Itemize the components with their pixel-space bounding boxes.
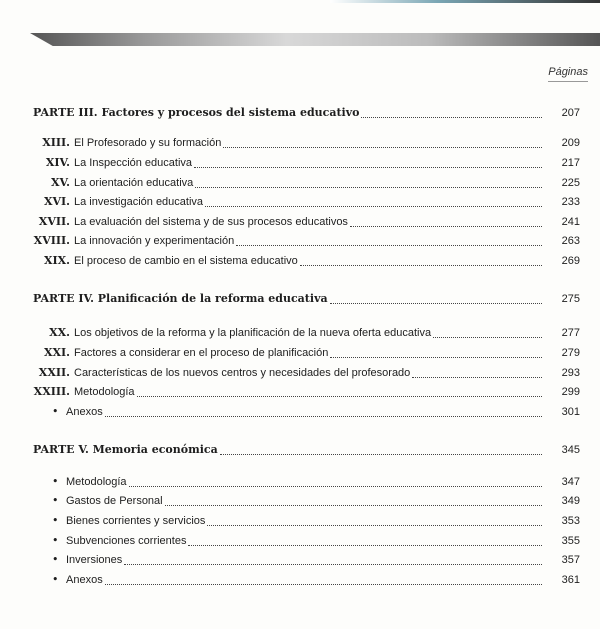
entry-title-wrap [66,571,542,589]
toc-entry-bullet [0,473,600,491]
entry-title: Características de los nuevos centros y necesidades del profesorado [74,367,411,379]
toc-entry-part [0,104,600,122]
dot-leader [129,473,542,487]
entry-number: XIX. [43,254,70,267]
entry-title-wrap [66,512,542,530]
entry-title-wrap [74,232,542,250]
entry-page: 349 [561,495,580,507]
dot-leader [433,324,542,338]
entry-number: • [52,514,59,527]
entry-title-wrap [33,441,542,459]
entry-title: PARTE III. Factores y procesos del sistema educativo [33,106,360,119]
header-bar-decoration [30,33,600,46]
toc-entry-bullet [0,532,600,550]
entry-title-wrap [74,252,542,270]
entry-page: 355 [561,535,580,547]
entry-title-wrap [66,403,542,421]
entry-title: El proceso de cambio en el sistema educativo [74,255,298,267]
entry-page: 277 [561,327,580,339]
entry-page: 361 [561,574,580,586]
entry-title-wrap [74,174,542,192]
dot-leader [361,104,542,118]
entry-page: 347 [561,476,580,488]
toc-entry-chapter [0,364,600,382]
entry-title: La evaluación del sistema y de sus procesos educativos [74,216,348,228]
toc-entry-chapter [0,193,600,211]
toc-entry-part [0,441,600,459]
entry-title: Inversiones [66,554,123,566]
toc-entry-chapter [0,134,600,152]
entry-title-wrap [74,193,542,211]
entry-page: 279 [561,347,580,359]
entry-page: 225 [561,177,580,189]
entry-page: 233 [561,196,580,208]
entry-title-wrap [74,213,542,231]
entry-title: La investigación educativa [74,196,204,208]
entry-title: PARTE IV. Planificación de la reforma educativa [33,292,328,305]
entry-title-wrap [66,551,542,569]
entry-page: 357 [561,554,580,566]
entry-page: 301 [561,406,580,418]
entry-number: • [52,494,59,507]
dot-leader [350,213,542,227]
dot-leader [207,512,542,526]
entry-number: • [52,573,59,586]
entry-number: • [52,475,59,488]
entry-title-wrap [74,344,542,362]
toc-entry-chapter [0,344,600,362]
entry-title: La innovación y experimentación [74,235,235,247]
entry-number: • [52,405,59,418]
dot-leader [220,441,542,455]
toc-entry-chapter [0,174,600,192]
toc-entry-part [0,290,600,308]
dot-leader [205,193,542,207]
entry-number: • [52,553,59,566]
entry-title: Metodología [66,476,127,488]
entry-page: 269 [561,255,580,267]
entry-title: El Profesorado y su formación [74,137,222,149]
dot-leader [300,252,542,266]
entry-number: XXI. [43,346,70,359]
toc-entry-bullet [0,512,600,530]
toc-entry-chapter [0,213,600,231]
entry-title: La orientación educativa [74,177,194,189]
dot-leader [195,174,542,188]
dot-leader [105,403,542,417]
entry-title: Factores a considerar en el proceso de planificación [74,347,329,359]
entry-page: 299 [561,386,580,398]
entry-page: 293 [561,367,580,379]
entry-number: XVIII. [33,234,70,247]
entry-page: 353 [561,515,580,527]
entry-title-wrap [74,154,542,172]
entry-number: XXIII. [33,385,70,398]
entry-title: PARTE V. Memoria económica [33,443,218,456]
entry-title-wrap [74,324,542,342]
entry-number: XXII. [38,366,70,379]
dot-leader [236,232,542,246]
entry-number: XX. [49,326,70,339]
entry-page: 209 [561,137,580,149]
entry-title: Gastos de Personal [66,495,163,507]
dot-leader [124,551,542,565]
entry-title: Bienes corrientes y servicios [66,515,206,527]
entry-title-wrap [66,492,542,510]
entry-title-wrap [66,473,542,491]
toc-entry-chapter [0,383,600,401]
entry-title: Subvenciones corrientes [66,535,187,547]
entry-title-wrap [33,290,542,308]
toc-entry-chapter [0,252,600,270]
dot-leader [188,532,542,546]
entry-title-wrap [66,532,542,550]
entry-number: XV. [51,176,70,189]
entry-number: XIV. [45,156,70,169]
dot-leader [105,571,542,585]
entry-title-wrap [74,364,542,382]
entry-number: • [52,534,59,547]
toc-entry-bullet [0,571,600,589]
dot-leader [330,344,542,358]
dot-leader [137,383,542,397]
entry-page: 241 [561,216,580,228]
toc-entry-bullet [0,551,600,569]
entry-page: 217 [561,157,580,169]
toc-entry-bullet [0,403,600,421]
entry-title-wrap [74,383,542,401]
entry-page: 275 [561,293,580,305]
toc-entry-bullet [0,492,600,510]
entry-title: Metodología [74,386,135,398]
dot-leader [223,134,542,148]
entry-title: Anexos [66,406,103,418]
entry-title-wrap [74,134,542,152]
dot-leader [165,492,542,506]
entry-title-wrap [33,104,542,122]
entry-number: XVI. [43,195,70,208]
entry-title: Los objetivos de la reforma y la planificación de la nueva oferta educativa [74,327,432,339]
entry-page: 263 [561,235,580,247]
top-edge-decoration [330,0,600,3]
dot-leader [412,364,542,378]
toc-entry-chapter [0,154,600,172]
toc-entry-chapter [0,232,600,250]
entry-page: 345 [561,444,580,456]
entry-number: XIII. [42,136,70,149]
dot-leader [330,290,542,304]
entry-page: 207 [561,107,580,119]
toc-entry-chapter [0,324,600,342]
entry-title: Anexos [66,574,103,586]
pages-column-label: Páginas [548,66,588,82]
entry-number: XVII. [38,215,70,228]
dot-leader [194,154,542,168]
entry-title: La Inspección educativa [74,157,193,169]
